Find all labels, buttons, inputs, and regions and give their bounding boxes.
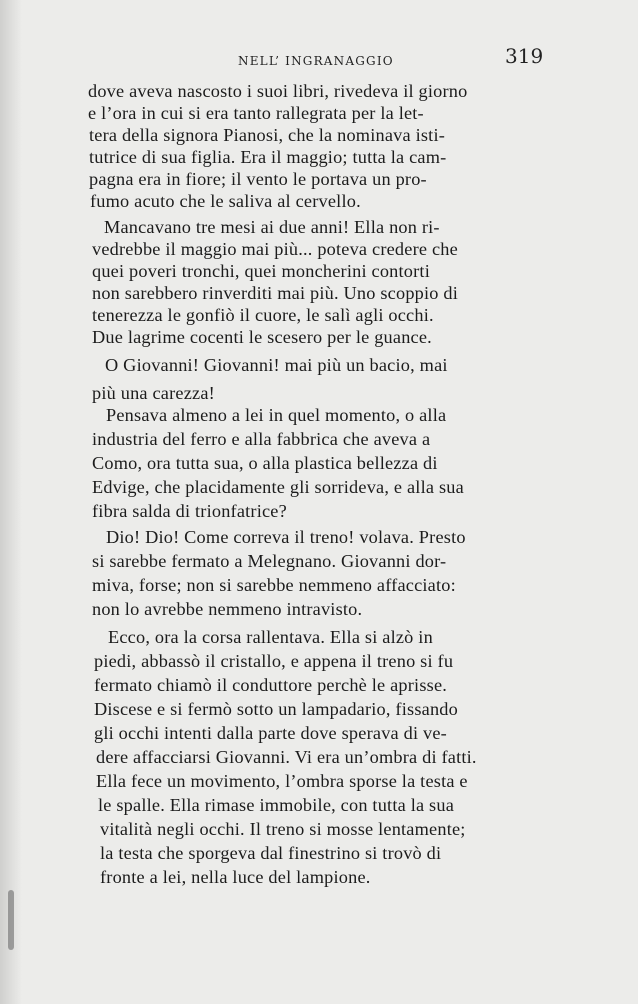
binding-mark — [8, 890, 14, 950]
page-binding-shadow — [0, 0, 22, 1004]
text-line: O Giovanni! Giovanni! mai più un bacio, mai — [105, 355, 448, 375]
page-number: 319 — [505, 44, 544, 68]
text-line: dere affacciarsi Giovanni. Vi era un’ombra di fatti. — [96, 747, 477, 767]
text-line: Dio! Dio! Come correva il treno! volava. Presto — [106, 527, 466, 547]
text-line: piedi, abbassò il cristallo, e appena il treno si fu — [94, 651, 454, 671]
text-line: si sarebbe fermato a Melegnano. Giovanni dor- — [92, 551, 447, 571]
text-line: Pensava almeno a lei in quel momento, o alla — [106, 405, 447, 425]
text-line: miva, forse; non si sarebbe nemmeno affacciato: — [92, 575, 456, 595]
text-line: più una carezza! — [92, 383, 215, 403]
text-line: quei poveri tronchi, quei moncherini contorti — [92, 261, 430, 281]
text-line: pagna era in fiore; il vento le portava un pro- — [89, 169, 427, 189]
text-line: fermato chiamò il conduttore perchè le aprisse. — [94, 675, 448, 695]
text-line: tenerezza le gonfiò il cuore, le salì agli occhi. — [92, 305, 434, 325]
text-line: fumo acuto che le saliva al cervello. — [90, 191, 361, 211]
text-line: non sarebbero rinverditi mai più. Uno scoppio di — [92, 283, 459, 303]
text-line: dove aveva nascosto i suoi libri, rivedeva il giorno — [88, 81, 468, 101]
text-line: industria del ferro e alla fabbrica che aveva a — [92, 429, 431, 449]
text-line: vedrebbe il maggio mai più... poteva credere che — [92, 239, 458, 259]
text-line: tera della signora Pianosi, che la nominava isti- — [89, 125, 446, 145]
text-line: non lo avrebbe nemmeno intravisto. — [92, 599, 363, 619]
text-line: le spalle. Ella rimase immobile, con tutta la sua — [98, 795, 455, 815]
text-line: gli occhi intenti dalla parte dove sperava di ve- — [94, 723, 447, 743]
text-line: Discese e si fermò sotto un lampadario, fissando — [94, 699, 458, 719]
text-line: fronte a lei, nella luce del lampione. — [100, 867, 371, 887]
text-line: fibra salda di trionfatrice? — [92, 501, 287, 521]
text-line: Ella fece un movimento, l’ombra sporse la testa e — [96, 771, 468, 791]
text-line: e l’ora in cui si era tanto rallegrata per la let- — [88, 103, 424, 123]
text-line: vitalità negli occhi. Il treno si mosse lentamente; — [100, 819, 466, 839]
text-line: Mancavano tre mesi ai due anni! Ella non ri- — [104, 217, 440, 237]
text-line: tutrice di sua figlia. Era il maggio; tutta la cam- — [89, 147, 447, 167]
text-line: la testa che sporgeva dal finestrino si trovò di — [100, 843, 442, 863]
text-line: Edvige, che placidamente gli sorrideva, e alla sua — [92, 477, 464, 497]
text-line: Como, ora tutta sua, o alla plastica bellezza di — [92, 453, 438, 473]
text-line: Due lagrime cocenti le scesero per le guance. — [92, 327, 432, 347]
text-line: Ecco, ora la corsa rallentava. Ella si alzò in — [108, 627, 433, 647]
running-title: NELL’ INGRANAGGIO — [238, 54, 394, 68]
